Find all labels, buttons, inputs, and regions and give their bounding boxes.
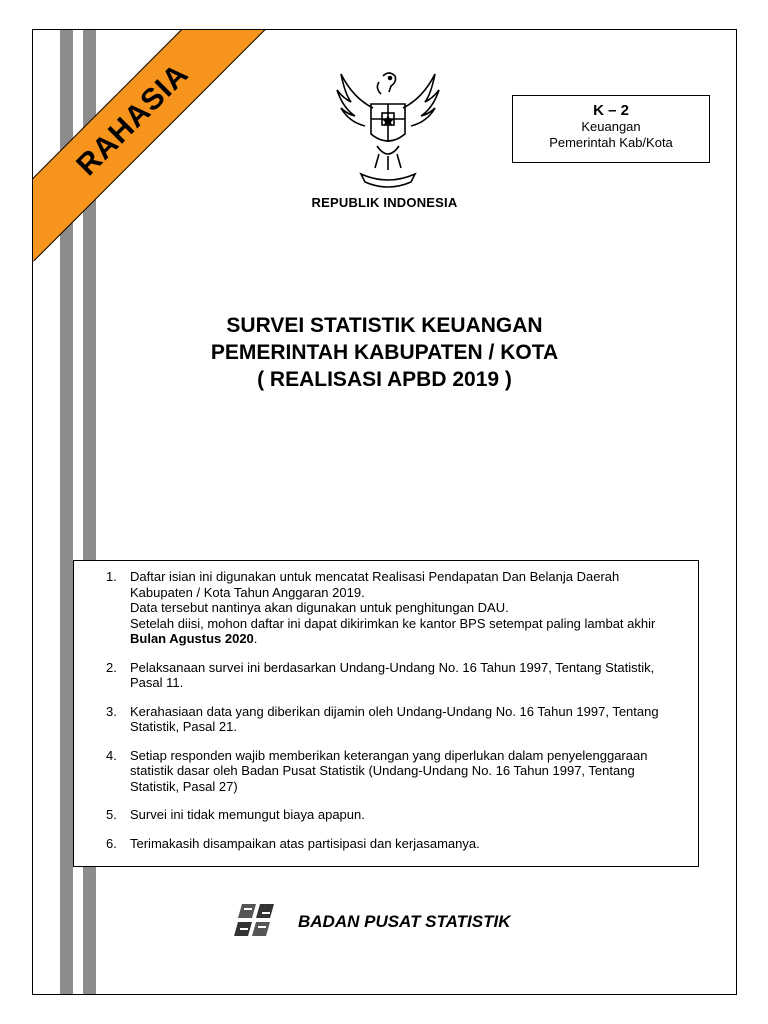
agency-footer bbox=[228, 900, 608, 942]
instruction-item bbox=[106, 704, 676, 735]
form-code: K – 2 bbox=[593, 102, 629, 119]
confidential-ribbon bbox=[32, 29, 274, 261]
form-code-line2: Pemerintah Kab/Kota bbox=[549, 135, 673, 150]
country-heading: REPUBLIK INDONESIA bbox=[311, 195, 458, 210]
instruction-number: 5. bbox=[106, 807, 117, 822]
survey-title-line1: SURVEI STATISTIK KEUANGAN bbox=[226, 314, 543, 337]
form-code-line1: Keuangan bbox=[581, 119, 641, 134]
instruction-item bbox=[106, 660, 676, 691]
instruction-text: Setiap responden wajib memberikan keterangan yang diperlukan dalam penyelenggaraan statistik dasar oleh Badan Pusat Statistik (Undang-Undang No. 16 Tahun 1997, Tentang Statistik, Pasal 27) bbox=[130, 747, 648, 794]
survey-title-line2: PEMERINTAH KABUPATEN / KOTA bbox=[210, 341, 559, 364]
cover-page-frame bbox=[32, 29, 737, 995]
instruction-line-tail: . bbox=[253, 631, 258, 646]
instruction-line: Data tersebut nantinya akan digunakan untuk penghitungan DAU. bbox=[130, 600, 509, 615]
instruction-item bbox=[106, 836, 676, 852]
instruction-text: Kerahasiaan data yang diberikan dijamin oleh Undang-Undang No. 16 Tahun 1997, Tentang Statistik, Pasal 21. bbox=[130, 703, 659, 734]
instruction-line bbox=[130, 616, 676, 647]
bps-logo-icon bbox=[228, 900, 288, 942]
deadline-emphasis: Bulan Agustus 2020 bbox=[130, 631, 254, 646]
instruction-text: Survei ini tidak memungut biaya apapun. bbox=[130, 807, 365, 822]
instruction-line: Daftar isian ini digunakan untuk mencatat Realisasi Pendapatan Dan Belanja Daerah Kabupaten / Kota Tahun Anggaran 2019. bbox=[130, 569, 620, 600]
instruction-text: Terimakasih disampaikan atas partisipasi dan kerjasamanya. bbox=[130, 835, 480, 851]
garuda-emblem-icon bbox=[333, 68, 443, 198]
instruction-text bbox=[130, 569, 676, 647]
instruction-number: 6. bbox=[106, 835, 117, 851]
instruction-text: Pelaksanaan survei ini berdasarkan Undang-Undang No. 16 Tahun 1997, Tentang Statistik, Pasal 11. bbox=[130, 659, 655, 690]
instruction-number: 1. bbox=[106, 569, 117, 584]
instruction-number: 2. bbox=[106, 659, 117, 675]
form-code-box bbox=[512, 95, 710, 163]
instruction-item bbox=[106, 569, 676, 647]
instruction-item bbox=[106, 807, 676, 823]
instruction-number: 4. bbox=[106, 747, 117, 763]
svg-text:· · · · · · · ·: · · · · · · · · bbox=[376, 177, 400, 183]
agency-name: BADAN PUSAT STATISTIK bbox=[298, 912, 511, 931]
survey-title-line3: ( REALISASI APBD 2019 ) bbox=[257, 368, 512, 391]
instruction-line-text: Setelah diisi, mohon daftar ini dapat dikirimkan ke kantor BPS setempat paling lambat akhir bbox=[130, 615, 656, 631]
confidential-stamp bbox=[33, 30, 333, 330]
instruction-number: 3. bbox=[106, 703, 117, 719]
instructions-box bbox=[73, 560, 699, 867]
confidential-label: RAHASIA bbox=[70, 57, 196, 183]
instructions-list bbox=[106, 569, 676, 864]
survey-title bbox=[33, 312, 736, 393]
instruction-item bbox=[106, 748, 676, 795]
